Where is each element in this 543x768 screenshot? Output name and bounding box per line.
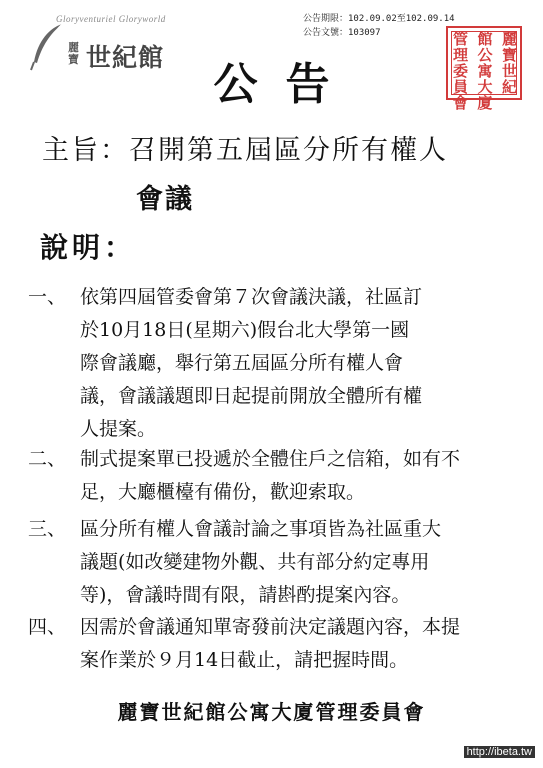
item-text-line: 足，大廳櫃檯有備份，歡迎索取。 [80, 481, 366, 503]
seal-character: 麗 [501, 30, 517, 48]
seal-character: 紀 [501, 78, 517, 96]
item-number: 二、 [28, 448, 67, 470]
seal-character: 委 [453, 62, 469, 80]
item-text-line: 議題(如改變建物外觀、共有部分約定專用 [80, 551, 430, 573]
seal-character: 寶 [501, 46, 517, 64]
item-text-line: 於10月18日(星期六)假台北大學第一國 [80, 319, 410, 341]
item-text-line: 區分所有權人會議討論之事項皆為社區重大 [80, 518, 442, 540]
item-number: 三、 [28, 518, 67, 540]
seal-character: 理 [453, 46, 469, 64]
item-text-line: 等)，會議時間有限，請斟酌提案內容。 [80, 584, 411, 606]
watermark: http://ibeta.tw [464, 746, 535, 758]
seal-character: 廈 [477, 94, 493, 112]
item-text-line: 依第四屆管委會第７次會議決議，社區訂 [80, 286, 423, 308]
item-text-line: 人提案。 [80, 418, 157, 440]
item-text-line: 議，會議議題即日起提前開放全體所有權 [80, 385, 423, 407]
seal-character: 大 [477, 78, 493, 96]
subject-line-continued: 會議 [136, 184, 194, 215]
seal-character: 管 [453, 30, 469, 48]
logo-small-text: 麗寶 [68, 41, 79, 66]
seal-character: 世 [501, 62, 517, 80]
explanation-heading: 說明： [40, 231, 137, 264]
item-text-line: 制式提案單已投遞於全體住戶之信箱，如有不 [80, 448, 461, 470]
item-text-line: 案作業於９月14日截止，請把握時間。 [80, 649, 409, 671]
item-text-line: 際會議廳，舉行第五屆區分所有權人會 [80, 352, 404, 374]
page-title: 公告 [213, 59, 358, 110]
seal-character: 員 [453, 78, 469, 96]
signature: 麗寶世紀館公寓大廈管理委員會 [117, 700, 426, 724]
seal-character: 館 [477, 30, 493, 48]
item-number: 四、 [28, 616, 67, 638]
subject-line: 主旨：召開第五屆區分所有權人 [42, 135, 448, 166]
item-text-line: 因需於會議通知單寄發前決定議題內容，本提 [80, 616, 461, 638]
logo-script-text: Gloryventuriel Gloryworld [56, 14, 166, 24]
seal-character: 公 [477, 46, 493, 64]
item-number: 一、 [28, 286, 67, 308]
logo-text: 世紀館 [86, 43, 165, 72]
notice-period: 公告期限：102.09.02至102.09.14 [303, 14, 455, 24]
seal-character: 寓 [477, 62, 493, 80]
seal-character: 會 [453, 94, 469, 112]
notice-meta [303, 12, 455, 40]
notice-doc-number: 公告文號：103097 [303, 28, 381, 38]
